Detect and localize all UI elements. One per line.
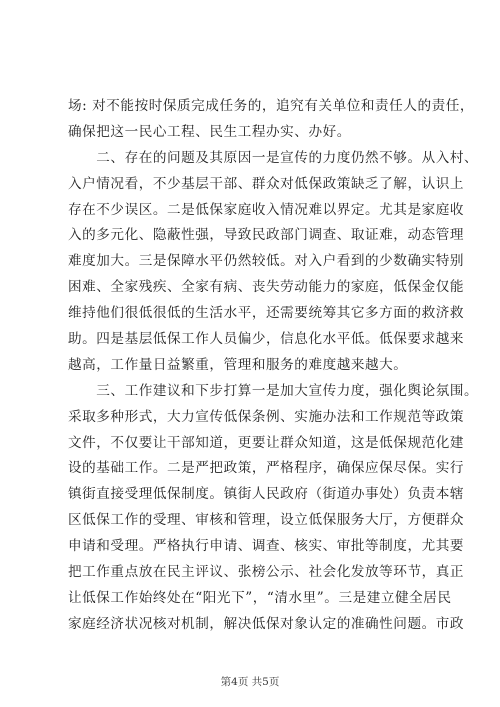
text-line: 采取多种形式，大力宣传低保条例、实施办法和工作规范等政策: [68, 408, 465, 425]
text-line: 存在不少误区。二是低保家庭收入情况难以界定。尤其是家庭收: [68, 201, 465, 218]
text-line: 二、存在的问题及其原因一是宣传的力度仍然不够。从入村、: [68, 149, 479, 166]
text-line: 文件，不仅要让干部知道，更要让群众知道，这是低保规范化建: [68, 434, 465, 451]
text-line: 助。四是基层低保工作人员偏少，信息化水平低。低保要求越来: [68, 331, 465, 348]
text-line: 设的基础工作。二是严把政策，严格程序，确保应保尽保。实行: [68, 460, 465, 477]
document-body: [68, 94, 479, 638]
text-line: 让低保工作始终处在“阳光下”，“清水里”。三是建立健全居民: [68, 589, 452, 606]
text-line: 越高，工作量日益繁重，管理和服务的难度越来越大。: [68, 356, 408, 373]
text-line: 确保把这一民心工程、民生工程办实、办好。: [68, 123, 351, 140]
text-line: 申请和受理。严格执行申请、调查、核实、审批等制度，尤其要: [68, 538, 465, 555]
page-footer: 第4页 共5页: [220, 676, 280, 688]
text-line: 镇街直接受理低保制度。镇街人民政府（街道办事处）负责本辖: [68, 486, 465, 503]
text-line: 区低保工作的受理、审核和管理，设立低保服务大厅，方便群众: [68, 512, 465, 529]
text-line: 家庭经济状况核对机制，解决低保对象认定的准确性问题。市政: [68, 615, 465, 632]
text-line: 把工作重点放在民主评议、张榜公示、社会化发放等环节，真正: [68, 564, 465, 581]
text-line: 三、工作建议和下步打算一是加大宣传力度，强化舆论氛围。: [68, 382, 479, 399]
text-line: 场: 对不能按时保质完成任务的，追究有关单位和责任人的责任，: [68, 98, 475, 114]
text-line: 难度加大。三是保障水平仍然较低。对入户看到的少数确实特别: [68, 253, 465, 270]
text-line: 入户情况看，不少基层干部、群众对低保政策缺乏了解，认识上: [68, 175, 465, 192]
text-line: 入的多元化、隐蔽性强，导致民政部门调查、取证难，动态管理: [68, 227, 465, 244]
text-line: 维持他们很低很低的生活水平，还需要统筹其它多方面的救济救: [68, 305, 465, 322]
text-line: 困难、全家残疾、全家有病、丧失劳动能力的家庭，低保金仅能: [68, 279, 465, 296]
